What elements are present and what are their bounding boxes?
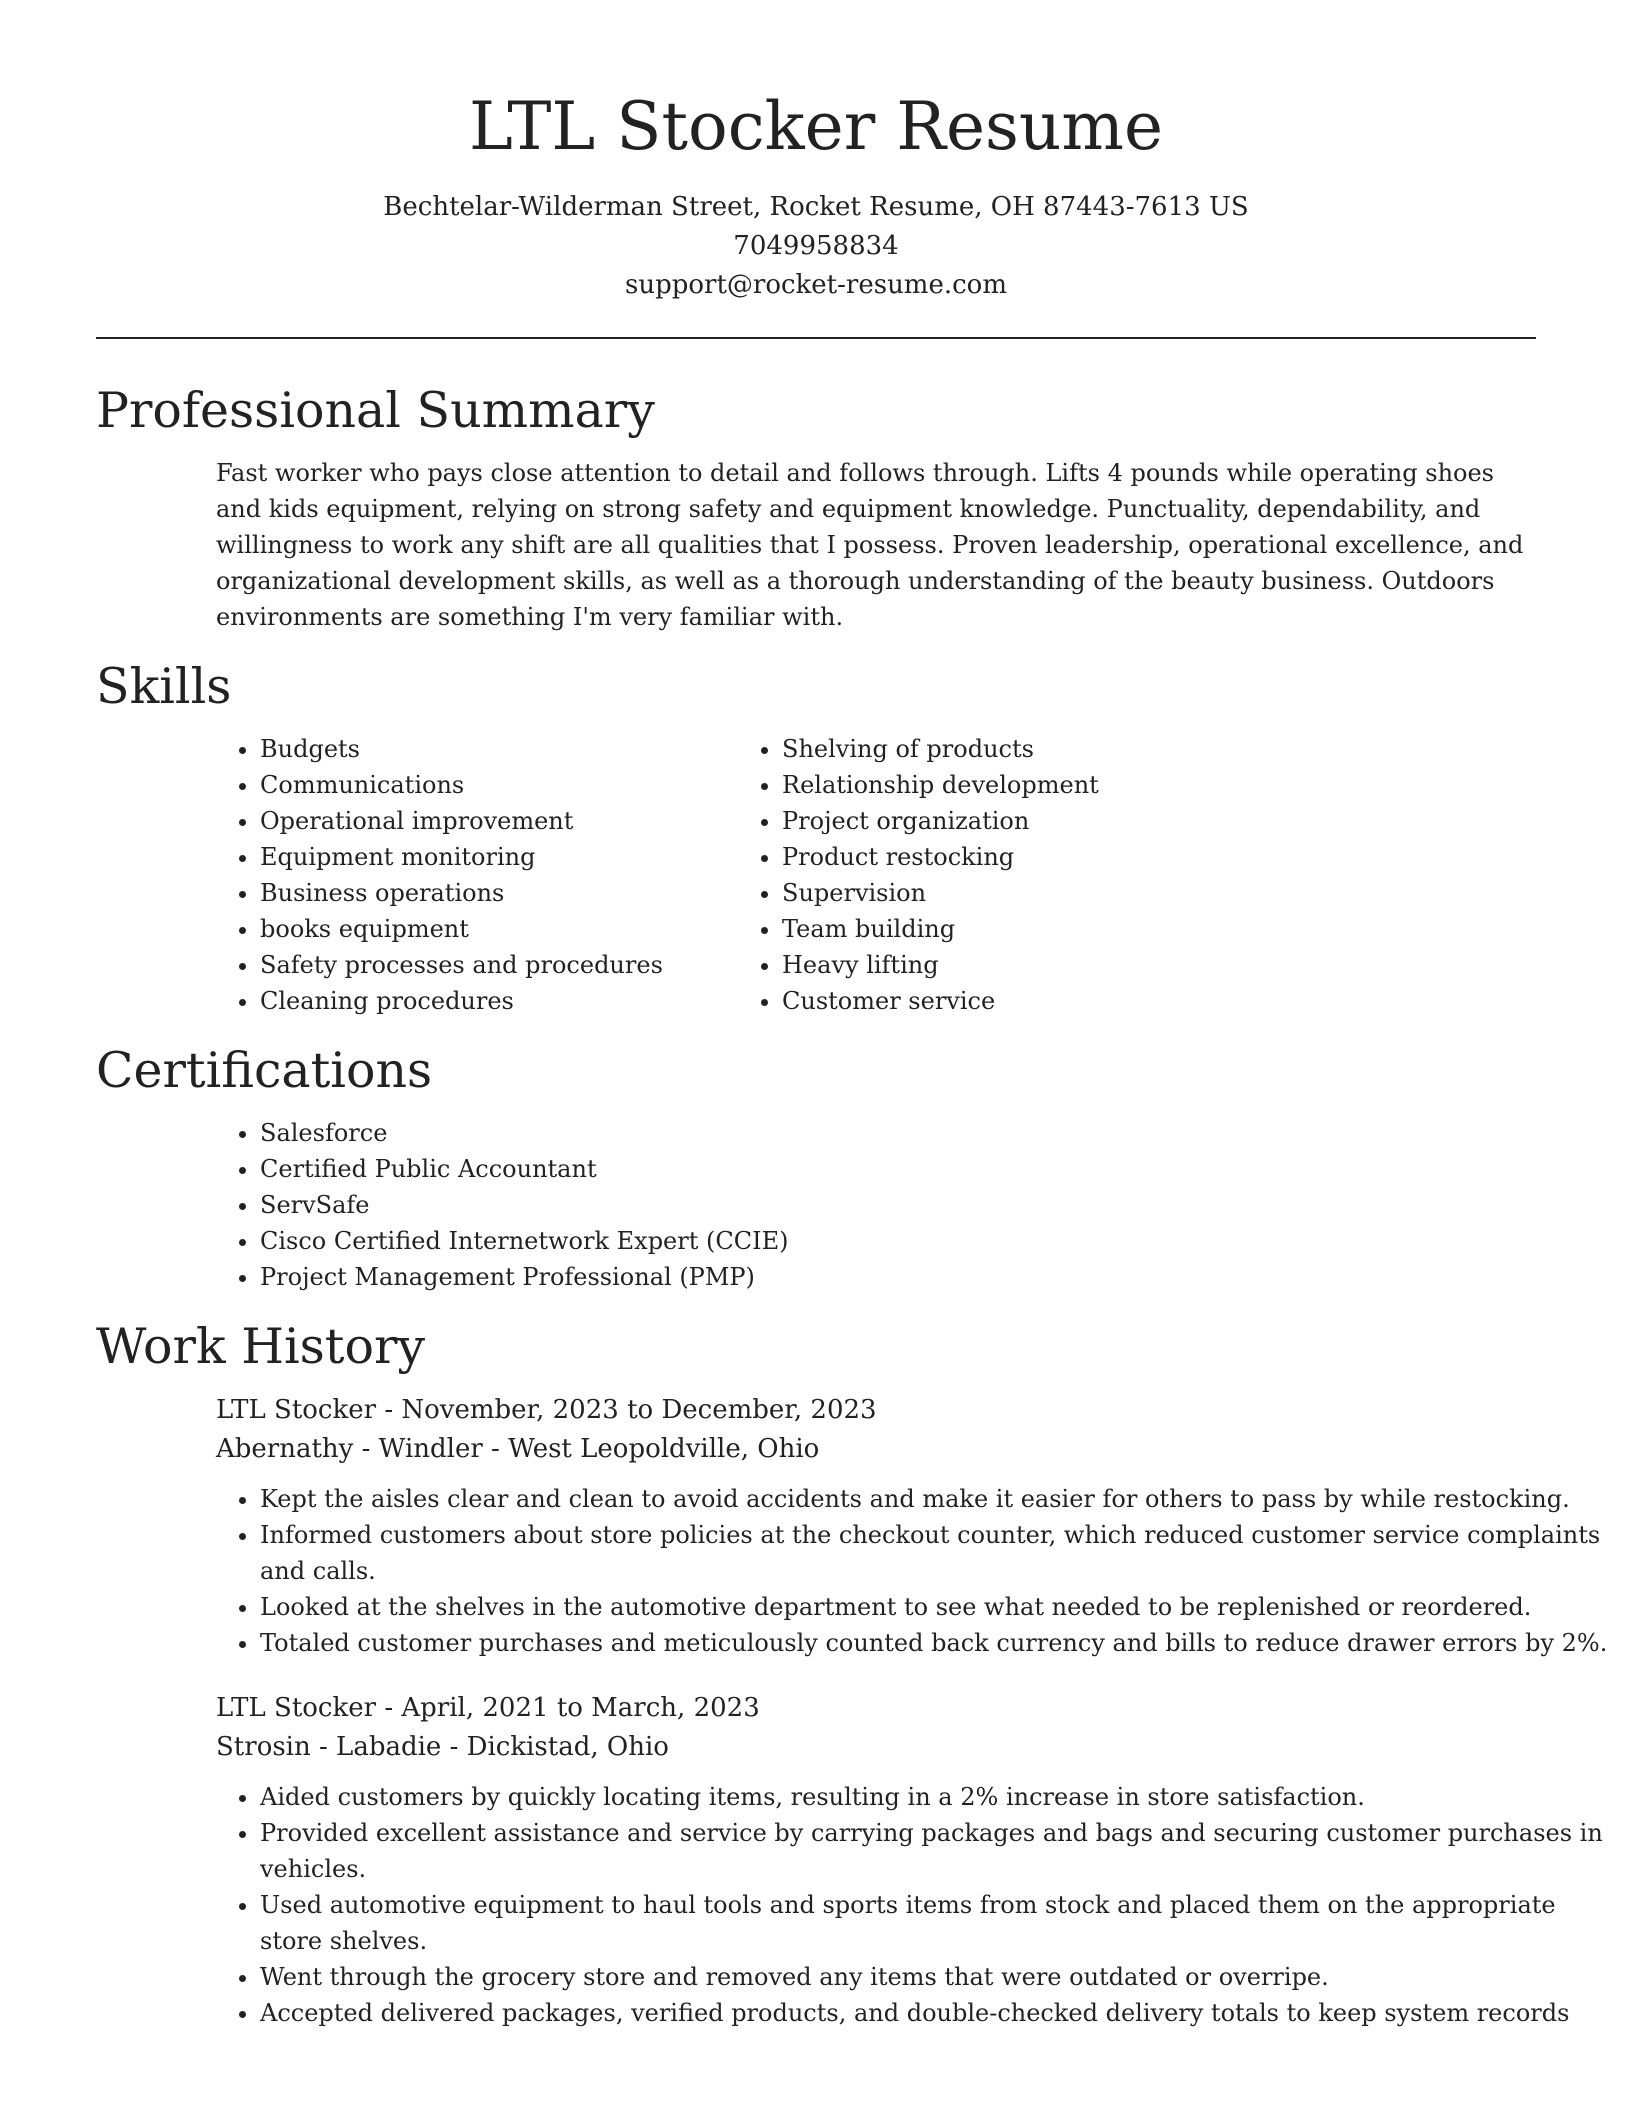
skill-item: • Budgets [260,731,746,767]
certifications-heading: Certifications [96,1042,433,1099]
skill-item: • Heavy lifting [782,947,1396,983]
job-dates: - April, 2021 to March, 2023 [376,1693,760,1723]
skill-item: • Equipment monitoring [260,839,746,875]
skill-item: • Cleaning procedures [260,983,746,1019]
skill-item: • books equipment [260,911,746,947]
job-duty: • Informed customers about store policies at the checkout counter, which reduced customer service complaints and calls. [260,1517,1620,1589]
skills-columns [96,731,1536,1019]
job-entry [96,1689,1603,2031]
skill-item: • Relationship development [782,767,1396,803]
certification-item: • Cisco Certified Internetwork Expert (CCIE) [260,1223,1536,1259]
job-duties-list [96,1779,1620,2031]
certification-item: • Project Management Professional (PMP) [260,1259,1536,1295]
job-company: Abernathy - Windler [216,1434,483,1464]
skills-list-right [746,731,1396,1019]
job-duty: • Provided excellent assistance and service by carrying packages and bags and securing customer purchases in vehicles. [260,1815,1620,1887]
skill-item: • Supervision [782,875,1396,911]
certification-item: • Salesforce [260,1115,1536,1151]
certifications-list [96,1115,1536,1295]
job-title: LTL Stocker [216,1395,377,1425]
job-duty: • Kept the aisles clear and clean to avoid accidents and make it easier for others to pass by while restocking. [260,1481,1620,1517]
job-title-line [216,1391,1536,1430]
certification-item: • ServSafe [260,1187,1536,1223]
skill-item: • Communications [260,767,746,803]
contact-email: support@rocket-resume.com [624,270,1007,300]
job-company-line [216,1728,1536,1767]
job-dates: - November, 2023 to December, 2023 [376,1395,877,1425]
job-duty: • Totaled customer purchases and meticulously counted back currency and bills to reduce drawer errors by 2%. [260,1625,1620,1661]
resume-page [96,0,1608,2031]
certification-item: • Certified Public Accountant [260,1151,1536,1187]
summary-section [96,379,1536,635]
job-title-line [216,1689,1536,1728]
contact-phone: 7049958834 [733,231,899,261]
skill-item: • Product restocking [782,839,1396,875]
skill-item: • Shelving of products [782,731,1396,767]
skills-column-right [746,731,1396,1019]
job-company-line [216,1430,1536,1469]
work-history-section [96,1315,1608,2031]
resume-title: LTL Stocker Resume [468,88,1164,165]
certifications-section [96,1039,1536,1295]
skill-item: • Safety processes and procedures [260,947,746,983]
skill-item: • Operational improvement [260,803,746,839]
contact-address: Bechtelar-Wilderman Street, Rocket Resume, OH 87443-7613 US [383,192,1249,222]
job-duty: • Looked at the shelves in the automotive department to see what needed to be replenished or reordered. [260,1589,1620,1625]
summary-heading: Professional Summary [96,382,655,439]
job-location: - Dickistad, Ohio [441,1732,669,1762]
job-duty: • Went through the grocery store and removed any items that were outdated or overripe. [260,1959,1620,1995]
skills-column-left [96,731,746,1019]
job-duties-list [96,1481,1620,1661]
skill-item: • Business operations [260,875,746,911]
skill-item: • Project organization [782,803,1396,839]
resume-header [96,0,1536,305]
job-duty: • Accepted delivered packages, verified products, and double-checked delivery totals to keep system records [260,1995,1620,2031]
skills-heading: Skills [96,658,232,715]
job-duty: • Aided customers by quickly locating items, resulting in a 2% increase in store satisfaction. [260,1779,1620,1815]
summary-text: Fast worker who pays close attention to detail and follows through. Lifts 4 pounds while operating shoes and kids equipment, relying on strong safety and equipment knowledge. Punctuality, dependability, and willingness to work any shift are all qualities that I possess. Proven leadership, operational excellence, and organizational development skills, as well as a thorough understanding of the beauty business. Outdoors environments are something I'm very familiar with. [216,459,1524,631]
job-duty: • Used automotive equipment to haul tools and sports items from stock and placed them on the appropriate store shelves. [260,1887,1620,1959]
job-company: Strosin - Labadie [216,1732,442,1762]
skills-section [96,655,1536,1019]
job-entry [96,1391,1608,1661]
skill-item: • Customer service [782,983,1396,1019]
skill-item: • Team building [782,911,1396,947]
job-title: LTL Stocker [216,1693,377,1723]
skills-list-left [96,731,746,1019]
work-history-heading: Work History [96,1318,426,1375]
job-location: - West Leopoldville, Ohio [482,1434,820,1464]
header-divider [96,337,1536,339]
